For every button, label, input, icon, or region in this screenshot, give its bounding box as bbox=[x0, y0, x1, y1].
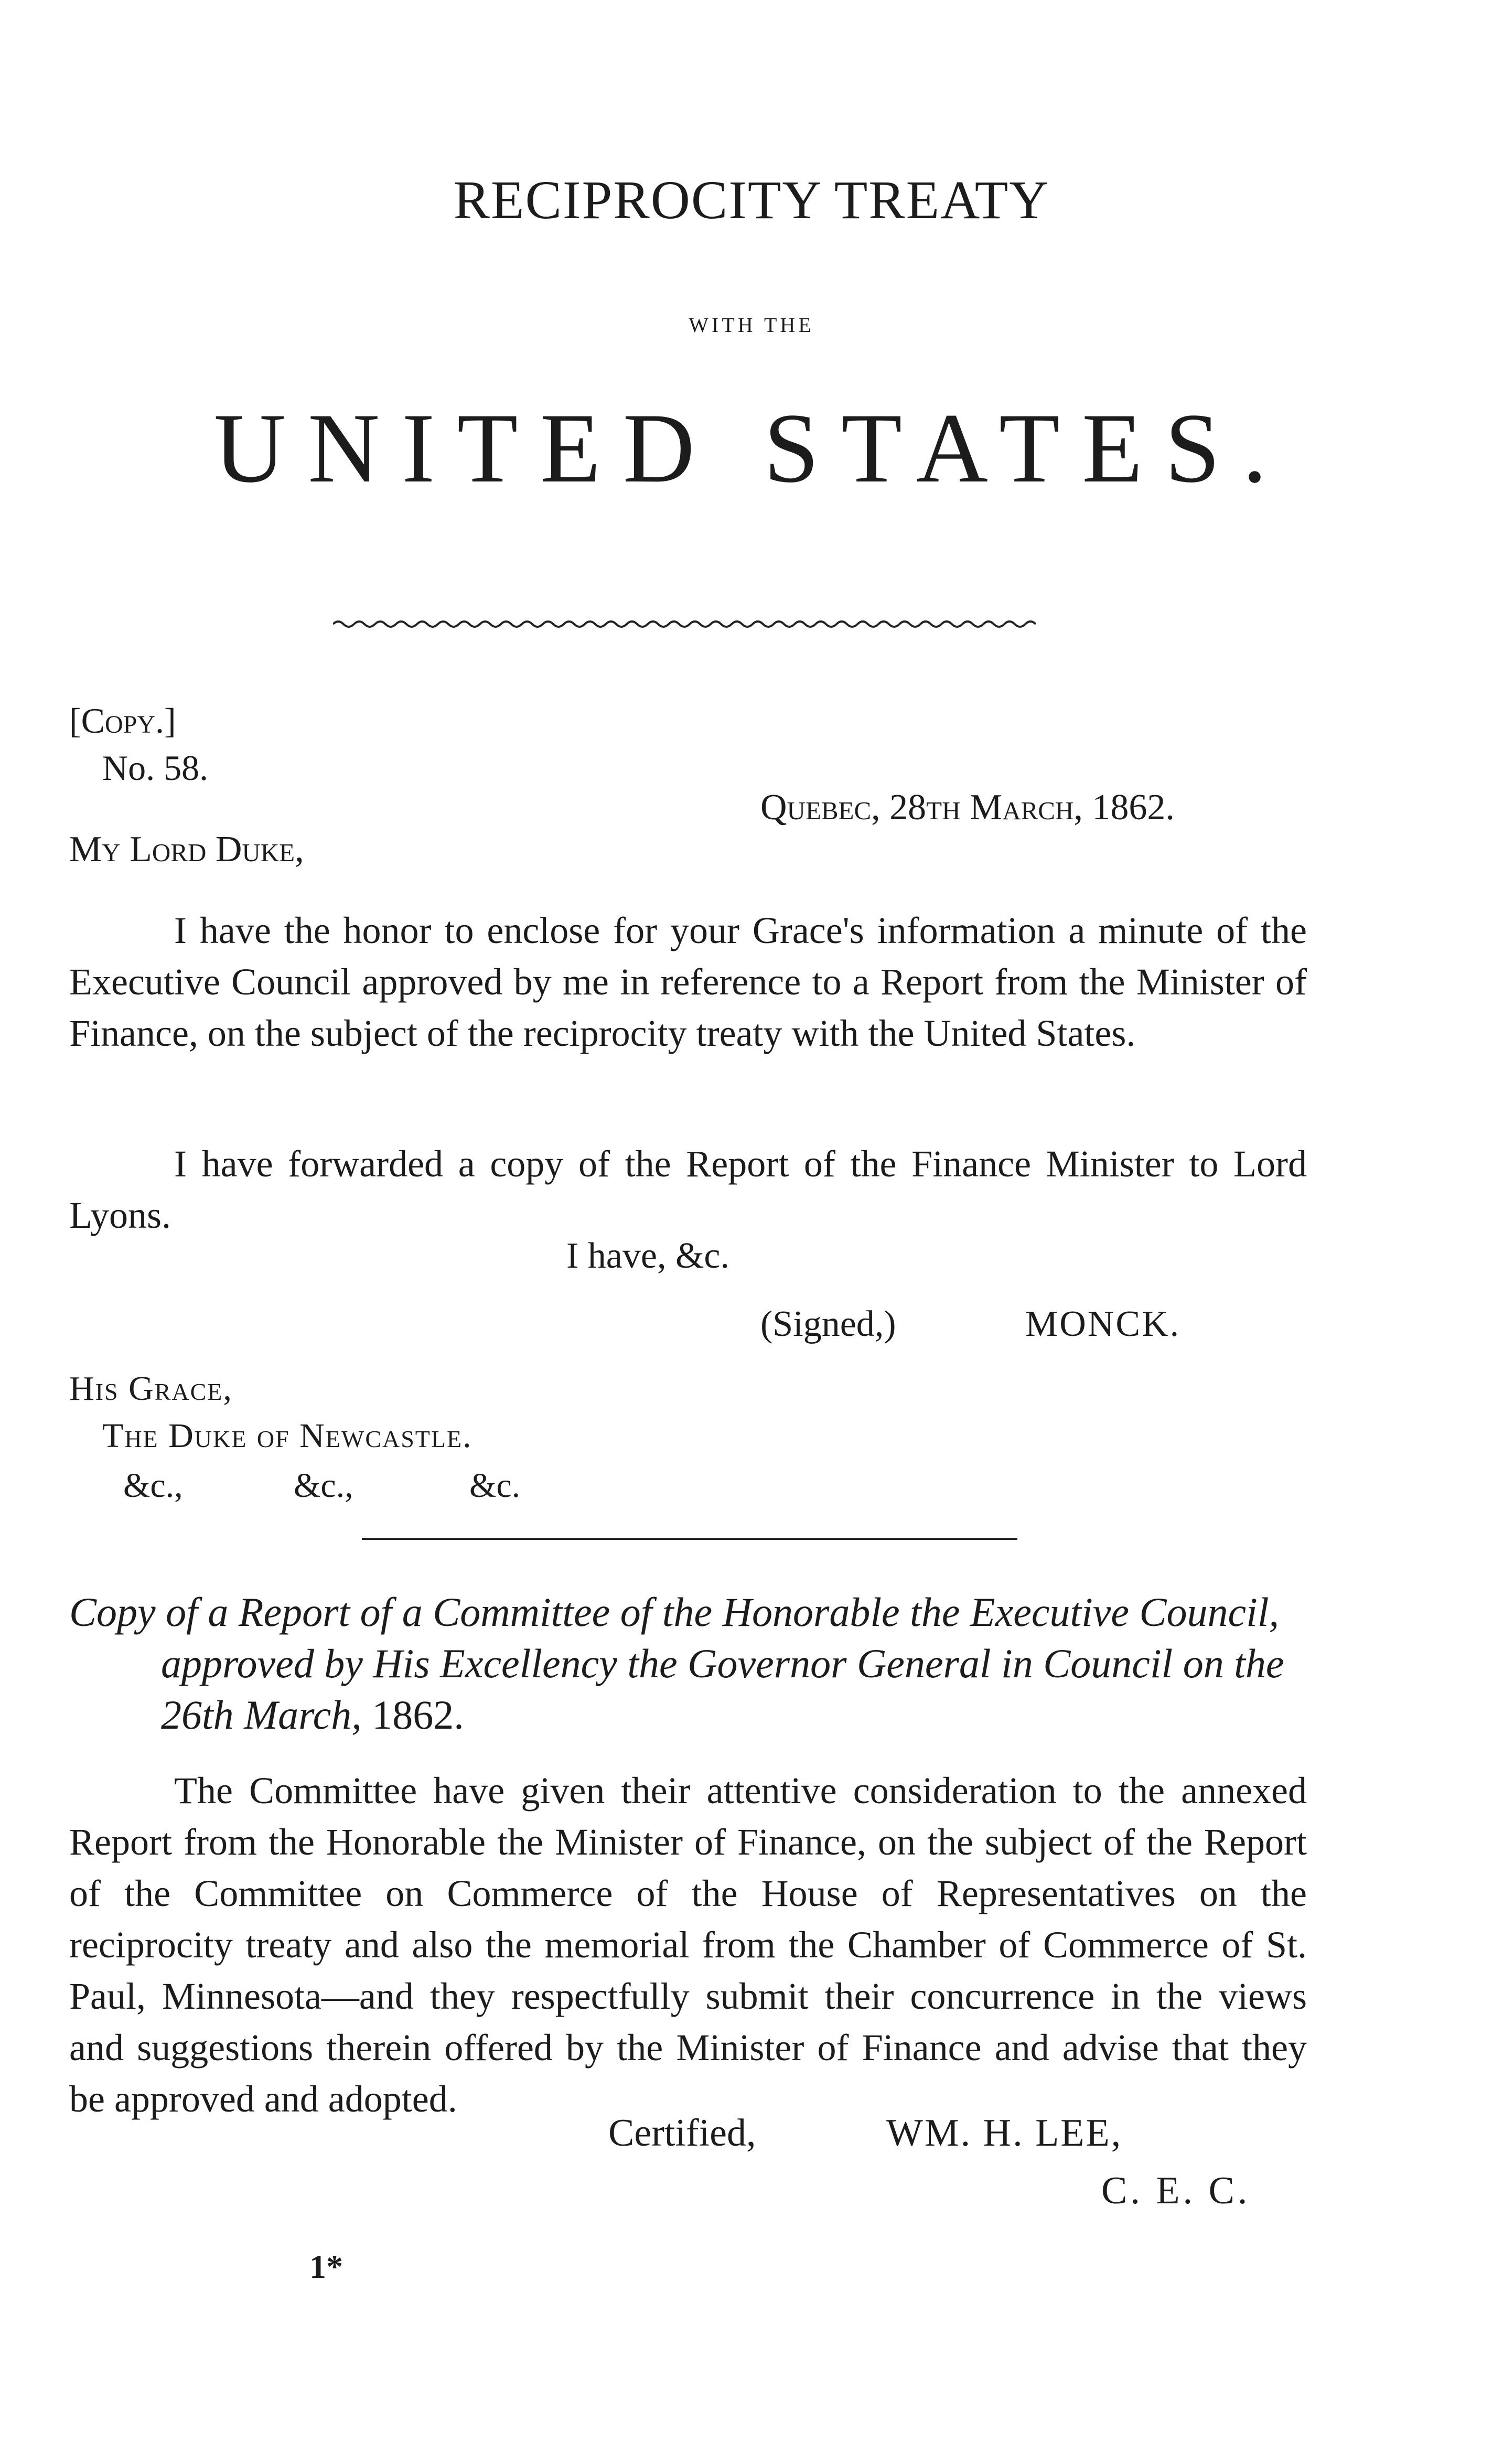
page-subtitle: WITH THE bbox=[689, 313, 814, 337]
page-number: 1* bbox=[309, 2248, 343, 2285]
copy-label: [Copy.] bbox=[69, 701, 176, 741]
address-line-1: His Grace, bbox=[69, 1369, 233, 1408]
letter-paragraph-2: I have forwarded a copy of the Report of the Finance Minister to Lord Lyons. bbox=[69, 1143, 1307, 1236]
certifier-name: WM. H. LEE, bbox=[886, 2112, 1123, 2155]
report-heading-year: 1862. bbox=[372, 1692, 464, 1738]
section-divider bbox=[362, 1538, 1017, 1540]
etc-item: &c., bbox=[294, 1466, 353, 1505]
salutation: My Lord Duke, bbox=[69, 829, 304, 870]
signed-label: (Signed,) bbox=[760, 1304, 896, 1344]
page-main-title: UNITED STATES. bbox=[213, 393, 1290, 503]
letter-closing: I have, &c. bbox=[566, 1236, 729, 1276]
report-heading-text: Copy of a Report of a Committee of the Honorable the Executive Council, approved by His Excellency the Governor General in Council on the 26th March, bbox=[69, 1589, 1284, 1738]
wavy-divider bbox=[333, 614, 1036, 635]
etc-item: &c. bbox=[469, 1466, 521, 1505]
certified-label: Certified, bbox=[608, 2112, 756, 2155]
letter-paragraph-1: I have the honor to enclose for your Grace's information a minute of the Executive Council approved by me in reference to a Report from the Minister of Finance, on the subject of the reciprocity treaty with the United States. bbox=[69, 909, 1307, 1054]
letter-number: No. 58. bbox=[102, 748, 209, 788]
report-heading bbox=[69, 1587, 1317, 1741]
signatory-name: MONCK. bbox=[1025, 1304, 1181, 1344]
certifier-title: C. E. C. bbox=[1101, 2169, 1251, 2212]
page-title: RECIPROCITY TREATY bbox=[453, 170, 1050, 230]
address-etc bbox=[123, 1466, 521, 1505]
report-paragraph: The Committee have given their attentive consideration to the annexed Report from the Honorable the Minister of Finance, on the subject of the Report of the Committee on Commerce of the House of Representatives on the reciprocity treaty and also the memorial from the Chamber of Commerce of St. Paul, Minnesota—and they respectfully submit their concurrence in the views and suggestions therein offered by the Minister of Finance and advise that they be approved and adopted. bbox=[69, 1770, 1307, 2120]
letter-date: Quebec, 28th March, 1862. bbox=[760, 787, 1175, 828]
address-line-2: The Duke of Newcastle. bbox=[102, 1417, 473, 1455]
etc-item: &c., bbox=[123, 1466, 183, 1505]
